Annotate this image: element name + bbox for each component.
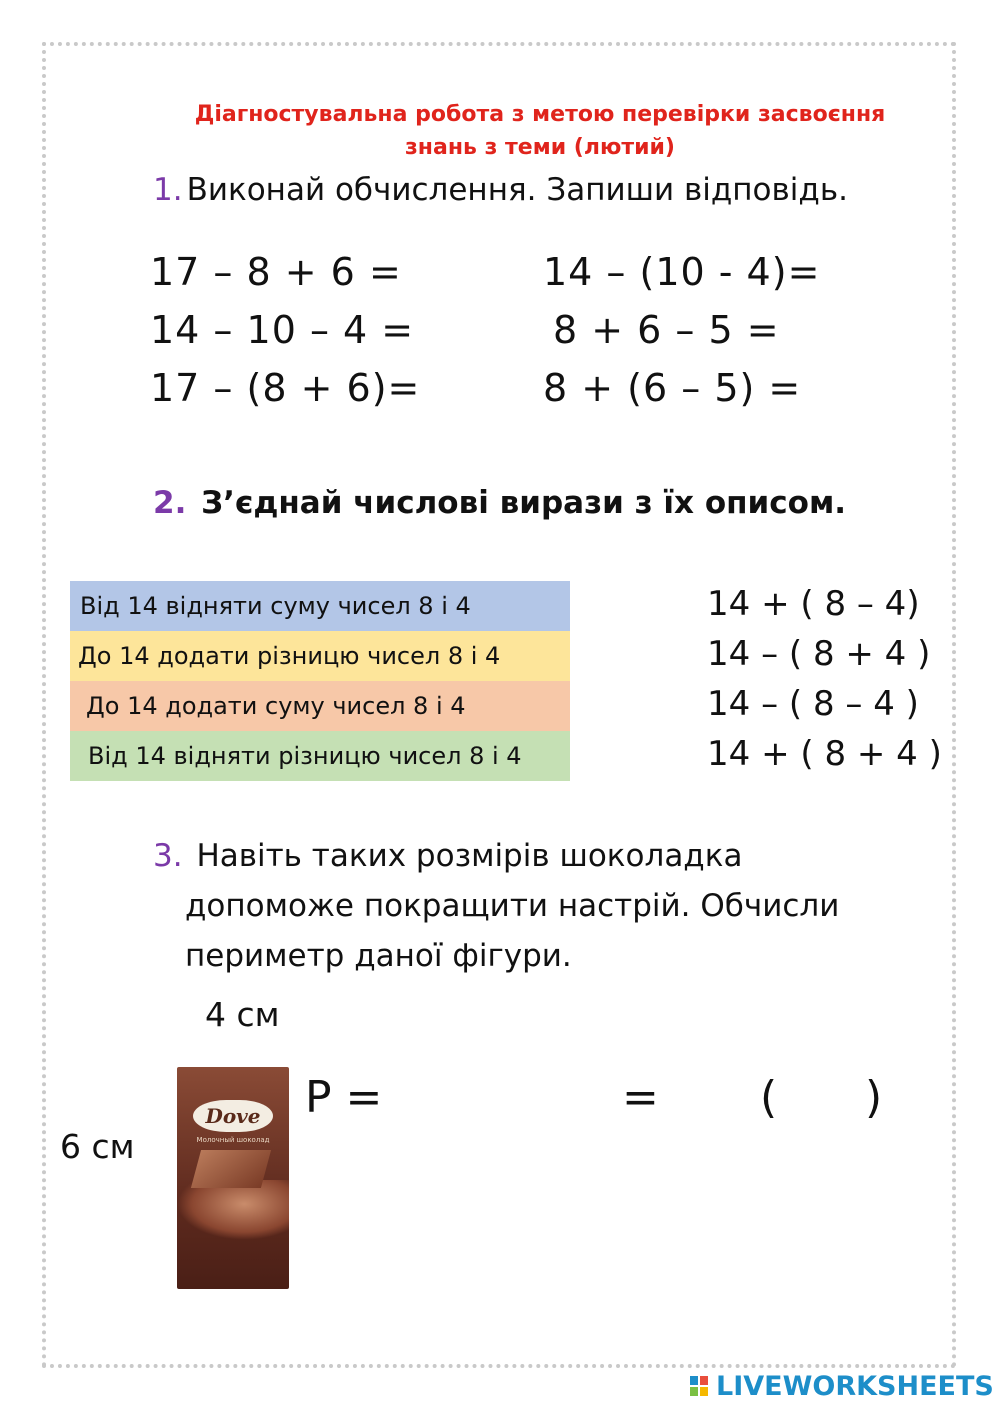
task2-heading (153, 485, 846, 521)
unit-paren-open: ( (760, 1072, 778, 1123)
description-3[interactable]: До 14 додати суму чисел 8 і 4 (70, 681, 570, 731)
task1-right-2: 8 + 6 – 5 = (553, 308, 780, 352)
expression-3[interactable]: 14 – ( 8 – 4 ) (707, 684, 919, 724)
expression-2[interactable]: 14 – ( 8 + 4 ) (707, 634, 931, 674)
task1-right-1: 14 – (10 - 4)= (543, 250, 821, 294)
task1-heading (153, 172, 848, 208)
task1-left-2: 14 – 10 – 4 = (150, 308, 415, 352)
liveworksheets-brand[interactable]: LIVEWORKSHEETS (716, 1371, 994, 1402)
task2-number: 2. (153, 485, 187, 521)
task3-line-1: Навіть таких розмірів шоколадка (196, 838, 743, 874)
expression-4[interactable]: 14 + ( 8 + 4 ) (707, 734, 942, 774)
description-2[interactable]: До 14 додати різницю чисел 8 і 4 (70, 631, 570, 681)
perimeter-equals: = (622, 1072, 659, 1123)
task3-line-2: допоможе покращити настрій. Обчисли (185, 888, 840, 924)
expression-1[interactable]: 14 + ( 8 – 4) (707, 584, 920, 624)
chocolate-subtitle: Молочный шоколад (196, 1136, 270, 1144)
perimeter-label: P = (305, 1072, 383, 1123)
task3-line-3: периметр даної фігури. (185, 938, 572, 974)
task3-heading (153, 838, 742, 874)
task1-left-3: 17 – (8 + 6)= (150, 366, 421, 410)
task3-number: 3. (153, 838, 183, 874)
unit-paren-close: ) (865, 1072, 883, 1123)
task1-number: 1. (153, 172, 183, 208)
task2-text: З’єднай числові вирази з їх описом. (201, 485, 847, 521)
description-1[interactable]: Від 14 відняти суму чисел 8 і 4 (70, 581, 570, 631)
chocolate-swirl (177, 1180, 289, 1240)
width-label: 4 см (205, 995, 280, 1034)
height-label: 6 см (60, 1127, 135, 1166)
title-line-1: Діагностувальна робота з метою перевірки засвоєння (194, 102, 886, 127)
dove-logo-text: Dove (205, 1104, 261, 1128)
worksheet-title (150, 98, 930, 164)
description-4[interactable]: Від 14 відняти різницю чисел 8 і 4 (70, 731, 570, 781)
task1-text: Виконай обчислення. Запиши відповідь. (186, 172, 848, 208)
title-line-2: знань з теми (лютий) (405, 135, 675, 160)
liveworksheets-logo-icon (690, 1376, 710, 1398)
task1-right-3: 8 + (6 – 5) = (543, 366, 802, 410)
chocolate-piece (191, 1150, 271, 1188)
task1-left-1: 17 – 8 + 6 = (150, 250, 402, 294)
